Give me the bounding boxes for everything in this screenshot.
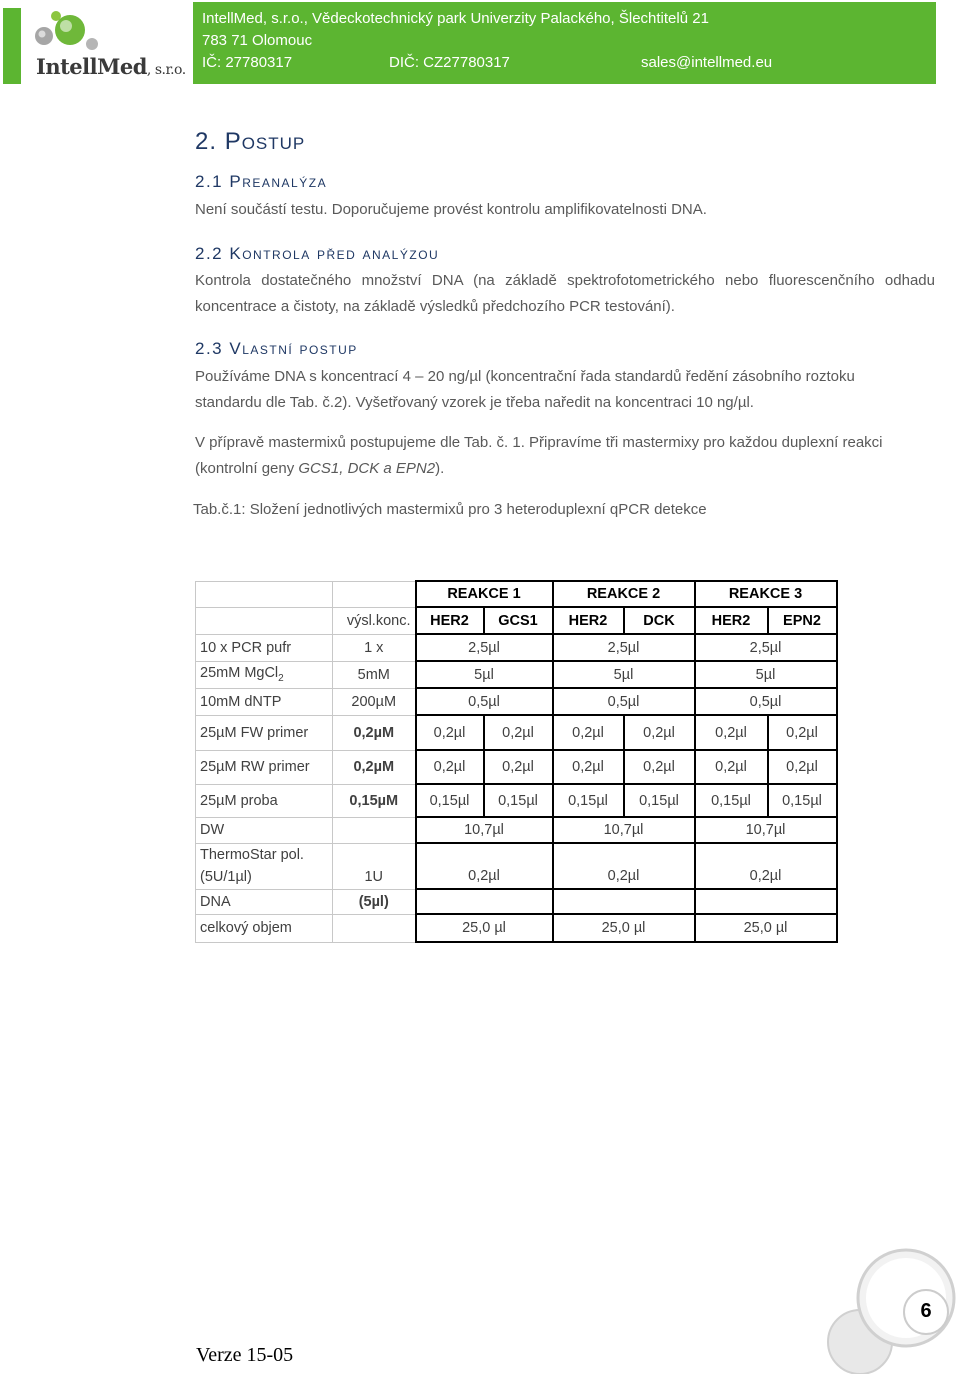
table-cell: 0,5µl — [695, 688, 837, 715]
row-conc: 5mM — [333, 661, 416, 688]
table-cell: 0,2µl — [484, 750, 553, 784]
table-cell: 2,5µl — [553, 634, 695, 661]
gene-header: DCK — [624, 607, 695, 634]
table-cell: 0,2µl — [416, 715, 484, 750]
row-label: 10 x PCR pufr — [196, 634, 333, 661]
row-label: celkový objem — [196, 914, 333, 942]
table-cell: 0,2µl — [553, 750, 624, 784]
table-cell: 0,2µl — [416, 843, 553, 889]
row-conc: 0,2µM — [333, 750, 416, 784]
row-label: DNA — [196, 889, 333, 914]
table-row — [196, 607, 837, 634]
row-label: 25µM proba — [196, 784, 333, 817]
header-address: IntellMed, s.r.o., Vědeckotechnický park Univerzity Palackého, Šlechtitelů 21 — [202, 10, 709, 27]
table-cell: 0,15µl — [624, 784, 695, 817]
table-cell: 0,15µl — [553, 784, 624, 817]
page-number-badge — [818, 1246, 958, 1374]
gene-header: GCS1 — [484, 607, 553, 634]
version-label: Verze 15-05 — [196, 1344, 294, 1366]
table-cell: 25,0 µl — [695, 914, 837, 942]
table-cell: 25,0 µl — [553, 914, 695, 942]
row-label: 25µM FW primer — [196, 715, 333, 750]
reakce-1-header: REAKCE 1 — [416, 581, 553, 607]
table-cell: 0,15µl — [768, 784, 837, 817]
table-cell: 0,2µl — [553, 715, 624, 750]
conc-header: výsl.konc. — [333, 607, 416, 634]
row-label: 25mM MgCl$_2$ — [196, 661, 333, 688]
subsection-heading-preanalyza: 2.1 Preanalýza — [195, 172, 328, 191]
row-conc: 200µM — [333, 688, 416, 715]
table-cell: 0,2µl — [624, 750, 695, 784]
table-cell: 0,15µl — [484, 784, 553, 817]
header-dic: DIČ: CZ27780317 — [389, 54, 510, 71]
subsection-heading-kontrola: 2.2 Kontrola před analýzou — [195, 244, 440, 263]
table-cell: 0,2µl — [553, 843, 695, 889]
paragraph-postup-concentration: Používáme DNA s koncentrací 4 – 20 ng/µl (koncentrační řada standardů ředění zásobního roztoku standardu dle Tab. č.2). Vyšetřovaný vzorek je třeba naředit na koncentraci 10 ng/µl. — [195, 368, 855, 411]
table-row — [196, 750, 837, 784]
row-label: DW — [196, 817, 333, 843]
table-cell: 10,7µl — [553, 817, 695, 843]
table-cell: 2,5µl — [695, 634, 837, 661]
table-cell: 10,7µl — [695, 817, 837, 843]
table-cell: 0,2µl — [695, 750, 768, 784]
mastermix-table — [195, 580, 838, 943]
table-row — [196, 688, 837, 715]
row-conc — [333, 817, 416, 843]
table-row — [196, 817, 837, 843]
header-contact-block — [193, 2, 936, 84]
row-conc: 1U — [333, 843, 416, 889]
table-cell: 0,15µl — [695, 784, 768, 817]
paragraph-preanalyza: Není součástí testu. Doporučujeme provést kontrolu amplifikovatelnosti DNA. — [195, 201, 707, 218]
table-cell: 0,2µl — [768, 750, 837, 784]
row-label: 25µM RW primer — [196, 750, 333, 784]
header-accent-bar — [3, 8, 21, 84]
row-label: 10mM dNTP — [196, 688, 333, 715]
gene-header: HER2 — [416, 607, 484, 634]
table-cell: 0,2µl — [624, 715, 695, 750]
table-cell: 0,2µl — [695, 715, 768, 750]
table-cell: 0,5µl — [553, 688, 695, 715]
row-label: ThermoStar pol. (5U/1µl) — [196, 843, 333, 889]
table-cell: 10,7µl — [416, 817, 553, 843]
paragraph-postup-mastermix: V přípravě mastermixů postupujeme dle Tab. č. 1. Připravíme tři mastermixy pro každou duplexní reakci (kontrolní geny GCS1, DCK a EPN2). — [195, 434, 883, 477]
header-email-link[interactable]: sales@intellmed.eu — [641, 54, 773, 71]
logo-molecule-icon — [30, 10, 180, 54]
table-cell: 25,0 µl — [416, 914, 553, 942]
table-cell: 0,2µl — [484, 715, 553, 750]
table-cell: 5µl — [695, 661, 837, 688]
table-row — [196, 914, 837, 942]
header-ic: IČ: 27780317 — [202, 54, 293, 71]
company-logo — [30, 10, 186, 82]
row-conc: 0,15µM — [333, 784, 416, 817]
table-row — [196, 843, 837, 889]
header-city: 783 71 Olomouc — [202, 32, 313, 49]
table-cell: 0,2µl — [416, 750, 484, 784]
paragraph-kontrola: Kontrola dostatečného množství DNA (na základě spektrofotometrického nebo fluorescenčního odhadu koncentrace a čistoty, na základě výsledků předchozího PCR testování). — [195, 272, 935, 315]
row-conc: (5µl) — [333, 889, 416, 914]
table-cell: 0,2µl — [768, 715, 837, 750]
section-heading: 2. Postup — [195, 128, 306, 155]
gene-header: EPN2 — [768, 607, 837, 634]
reakce-3-header: REAKCE 3 — [695, 581, 837, 607]
gene-header: HER2 — [695, 607, 768, 634]
table-row — [196, 661, 837, 688]
table-row — [196, 784, 837, 817]
row-conc: 1 x — [333, 634, 416, 661]
reakce-2-header: REAKCE 2 — [553, 581, 695, 607]
logo-wordmark: IntellMed, s.r.o. — [36, 54, 186, 79]
table-row — [196, 634, 837, 661]
table-row — [196, 715, 837, 750]
subsection-heading-postup: 2.3 Vlastní postup — [195, 339, 358, 358]
table-cell: 5µl — [553, 661, 695, 688]
page-number: 6 — [920, 1300, 932, 1322]
table-row — [196, 581, 837, 607]
table-cell: 0,2µl — [695, 843, 837, 889]
row-conc: 0,2µM — [333, 715, 416, 750]
table-cell: 5µl — [416, 661, 553, 688]
table-cell: 2,5µl — [416, 634, 553, 661]
page-badge-circles-icon — [818, 1246, 958, 1374]
table-cell: 0,15µl — [416, 784, 484, 817]
gene-header: HER2 — [553, 607, 624, 634]
table-row — [196, 889, 837, 914]
table-caption: Tab.č.1: Složení jednotlivých mastermixů pro 3 heteroduplexní qPCR detekce — [193, 501, 707, 518]
table-cell: 0,5µl — [416, 688, 553, 715]
